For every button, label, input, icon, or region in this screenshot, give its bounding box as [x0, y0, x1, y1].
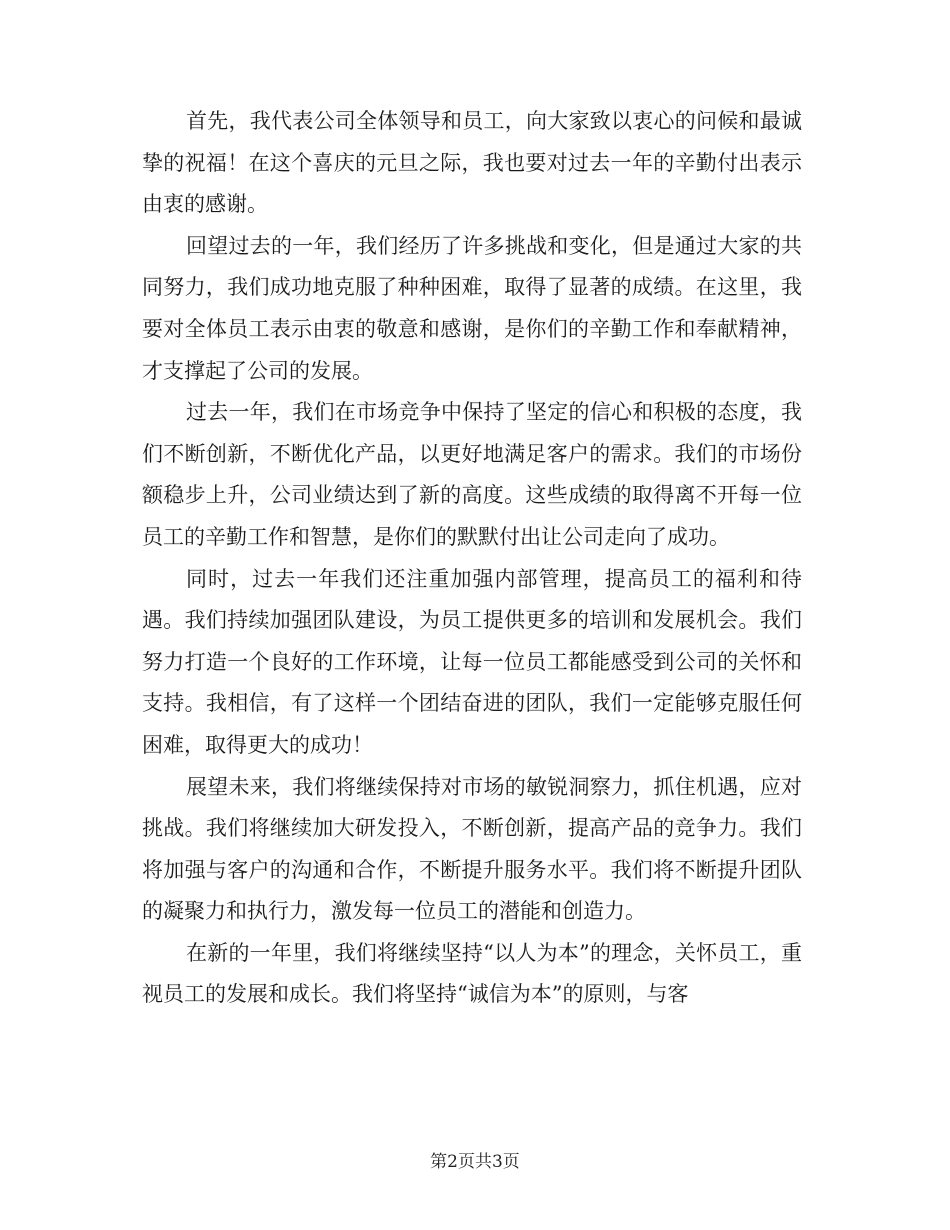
- paragraph-review: 回望过去的一年，我们经历了许多挑战和变化，但是通过大家的共同努力，我们成功地克服了种种困难，取得了显著的成绩。在这里，我要对全体员工表示由衷的敬意和感谢，是你们的辛勤工作和奉献精神，才支撑起了公司的发展。: [142, 233, 802, 383]
- page-number-footer: 第2页共3页: [430, 1152, 520, 1172]
- document-body: [142, 101, 802, 1016]
- paragraph-outlook: 展望未来，我们将继续保持对市场的敏锐洞察力，抓住机遇，应对挑战。我们将继续加大研发投入，不断创新，提高产品的竞争力。我们将加强与客户的沟通和合作，不断提升服务水平。我们将不断提升团队的凝聚力和执行力，激发每一位员工的潜能和创造力。: [142, 774, 802, 924]
- paragraph-new-year: 在新的一年里，我们将继续坚持“以人为本”的理念，关怀员工，重视员工的发展和成长。我们将坚持“诚信为本”的原则，与客: [142, 940, 802, 1007]
- paragraph-greeting: 首先，我代表公司全体领导和员工，向大家致以衷心的问候和最诚挚的祝福！在这个喜庆的元旦之际，我也要对过去一年的辛勤付出表示由衷的感谢。: [142, 109, 802, 217]
- paragraph-market: 过去一年，我们在市场竞争中保持了坚定的信心和积极的态度，我们不断创新，不断优化产品，以更好地满足客户的需求。我们的市场份额稳步上升，公司业绩达到了新的高度。这些成绩的取得离不开每一位员工的辛勤工作和智慧，是你们的默默付出让公司走向了成功。: [142, 400, 802, 549]
- paragraph-management: 同时，过去一年我们还注重加强内部管理，提高员工的福利和待遇。我们持续加强团队建设，为员工提供更多的培训和发展机会。我们努力打造一个良好的工作环境，让每一位员工都能感受到公司的关怀和支持。我相信，有了这样一个团结奋进的团队，我们一定能够克服任何困难，取得更大的成功！: [142, 566, 802, 757]
